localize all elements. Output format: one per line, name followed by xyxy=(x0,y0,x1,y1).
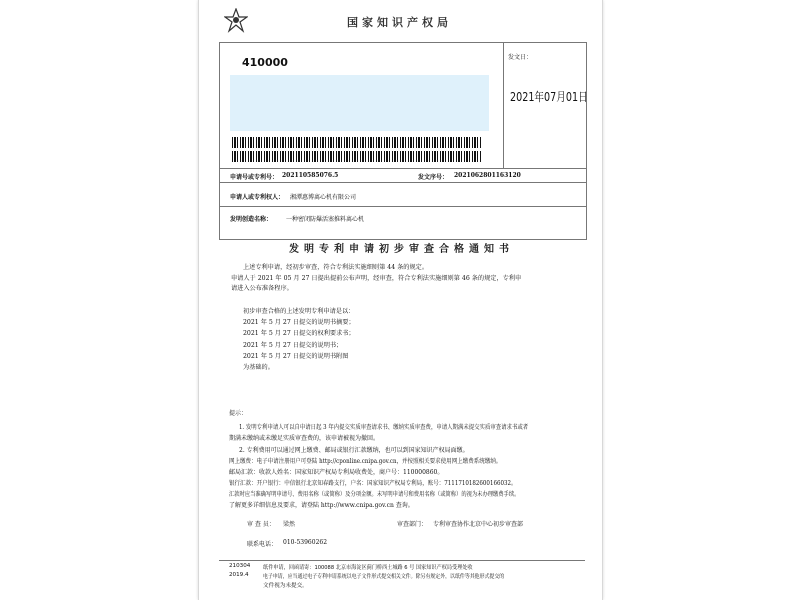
footer-rule xyxy=(219,560,585,561)
docs-outro: 为基础的。 xyxy=(243,364,274,371)
note-line: 网上缴费：电子申请注册用户可登陆 http://cponline.cnipa.gov.cn，并按照相关要求使用网上缴费系统缴纳。 xyxy=(229,458,502,465)
body-paragraph-1: 上述专利申请，经初步审查，符合专利法实施细则第 44 条的规定。 xyxy=(243,264,429,271)
note-line: 邮局汇款：收款人姓名：国家知识产权局专利局收费处，商户号：110000860。 xyxy=(229,469,444,476)
note-line: 2. 专利费用可以通过网上缴费、邮局或银行汇款缴纳，也可以到国家知识产权局面缴。 xyxy=(239,447,469,454)
docs-intro: 初步审查合格的上述发明专利申请是以： xyxy=(243,308,355,315)
notice-title: 发明专利申请初步审查合格通知书 xyxy=(289,244,514,255)
send-date: 2021年07月01日 xyxy=(510,90,588,104)
office-name: 国家知识产权局 xyxy=(347,16,452,29)
doc-serial: 2021062801163120 xyxy=(454,172,521,179)
body-paragraph-2: 申请人于 2021 年 05 月 27 日提出提前公布声明，经审查，符合专利法实施细则第 46 条的规定，专利申 xyxy=(231,275,522,282)
note-line: 期满未缴纳或未缴足实质审查费的，该申请被视为撤回。 xyxy=(229,435,380,442)
footer-code: 2019.4 xyxy=(229,572,249,578)
send-date-label: 发文日： xyxy=(508,54,533,61)
footer-line: 纸件申请，回函请寄：100088 北京市海淀区蓟门桥西土城路 6 号 国家知识产权局受理处收 xyxy=(263,565,473,571)
doc-serial-label: 发文序号： xyxy=(418,174,449,181)
dept: 专利审查协作北京中心初步审查部 xyxy=(433,521,524,528)
header-frame xyxy=(219,42,587,240)
invention: 一种密闭防爆活塞推料离心机 xyxy=(286,216,365,223)
invention-label: 发明创造名称： xyxy=(230,216,273,223)
row-line-1 xyxy=(220,168,586,169)
body-paragraph-3: 请进入公布准备程序。 xyxy=(231,285,293,292)
examiner: 梁然 xyxy=(283,521,296,528)
note-line: 1. 发明专利申请人可以自申请日起 3 年内提交实质审查请求书、缴纳实质审查费，申请人期满未提交实质审查请求书或者 xyxy=(239,424,529,431)
doc-item: 2021 年 5 月 27 日提交的说明书； xyxy=(243,342,343,349)
application-no-label: 申请号或专利号： xyxy=(230,174,279,181)
footer-line: 电子申请，应当通过电子专利申请系统以电子文件形式提交相关文件。除另有规定外，以纸件等其他形式提交的 xyxy=(263,574,505,580)
phone-label: 联系电话： xyxy=(247,541,278,548)
address-box xyxy=(230,75,489,131)
note-line: 汇款时应当准确写明申请号、费用名称（或简称）及分项金额。未写明申请号和费用名称（或简称）的视为未办理缴费手续。 xyxy=(229,491,520,498)
phone: 010-53960262 xyxy=(283,539,328,546)
doc-item: 2021 年 5 月 27 日提交的说明书摘要； xyxy=(243,319,355,326)
note-line: 了解更多详细信息及要求，请登陆 http://www.cnipa.gov.cn 查询。 xyxy=(229,502,414,509)
cnipa-logo-icon xyxy=(224,8,248,34)
note-line: 银行汇款：开户银行：中信银行北京知春路支行，户名：国家知识产权局专利局，账号：7111710182600166032。 xyxy=(229,480,517,487)
header-divider xyxy=(503,43,504,168)
document-page xyxy=(198,0,603,600)
examiner-label: 审 查 员： xyxy=(247,521,275,528)
applicant: 湘潭惠博离心机有限公司 xyxy=(290,194,357,201)
barcode-bottom xyxy=(232,151,482,162)
doc-item: 2021 年 5 月 27 日提交的说明书附图 xyxy=(243,353,349,360)
footer-line: 文件视为未提交。 xyxy=(263,583,308,589)
row-line-3 xyxy=(220,206,586,207)
footer-code: 210304 xyxy=(229,563,251,569)
notes-label: 提示： xyxy=(229,410,248,417)
doc-item: 2021 年 5 月 27 日提交的权利要求书； xyxy=(243,330,355,337)
dept-label: 审查部门： xyxy=(397,521,428,528)
application-no: 202110585076.5 xyxy=(282,172,339,179)
row-line-2 xyxy=(220,182,586,183)
applicant-label: 申请人或专利权人： xyxy=(230,194,285,201)
barcode-top xyxy=(232,137,482,148)
postcode: 410000 xyxy=(242,56,288,69)
